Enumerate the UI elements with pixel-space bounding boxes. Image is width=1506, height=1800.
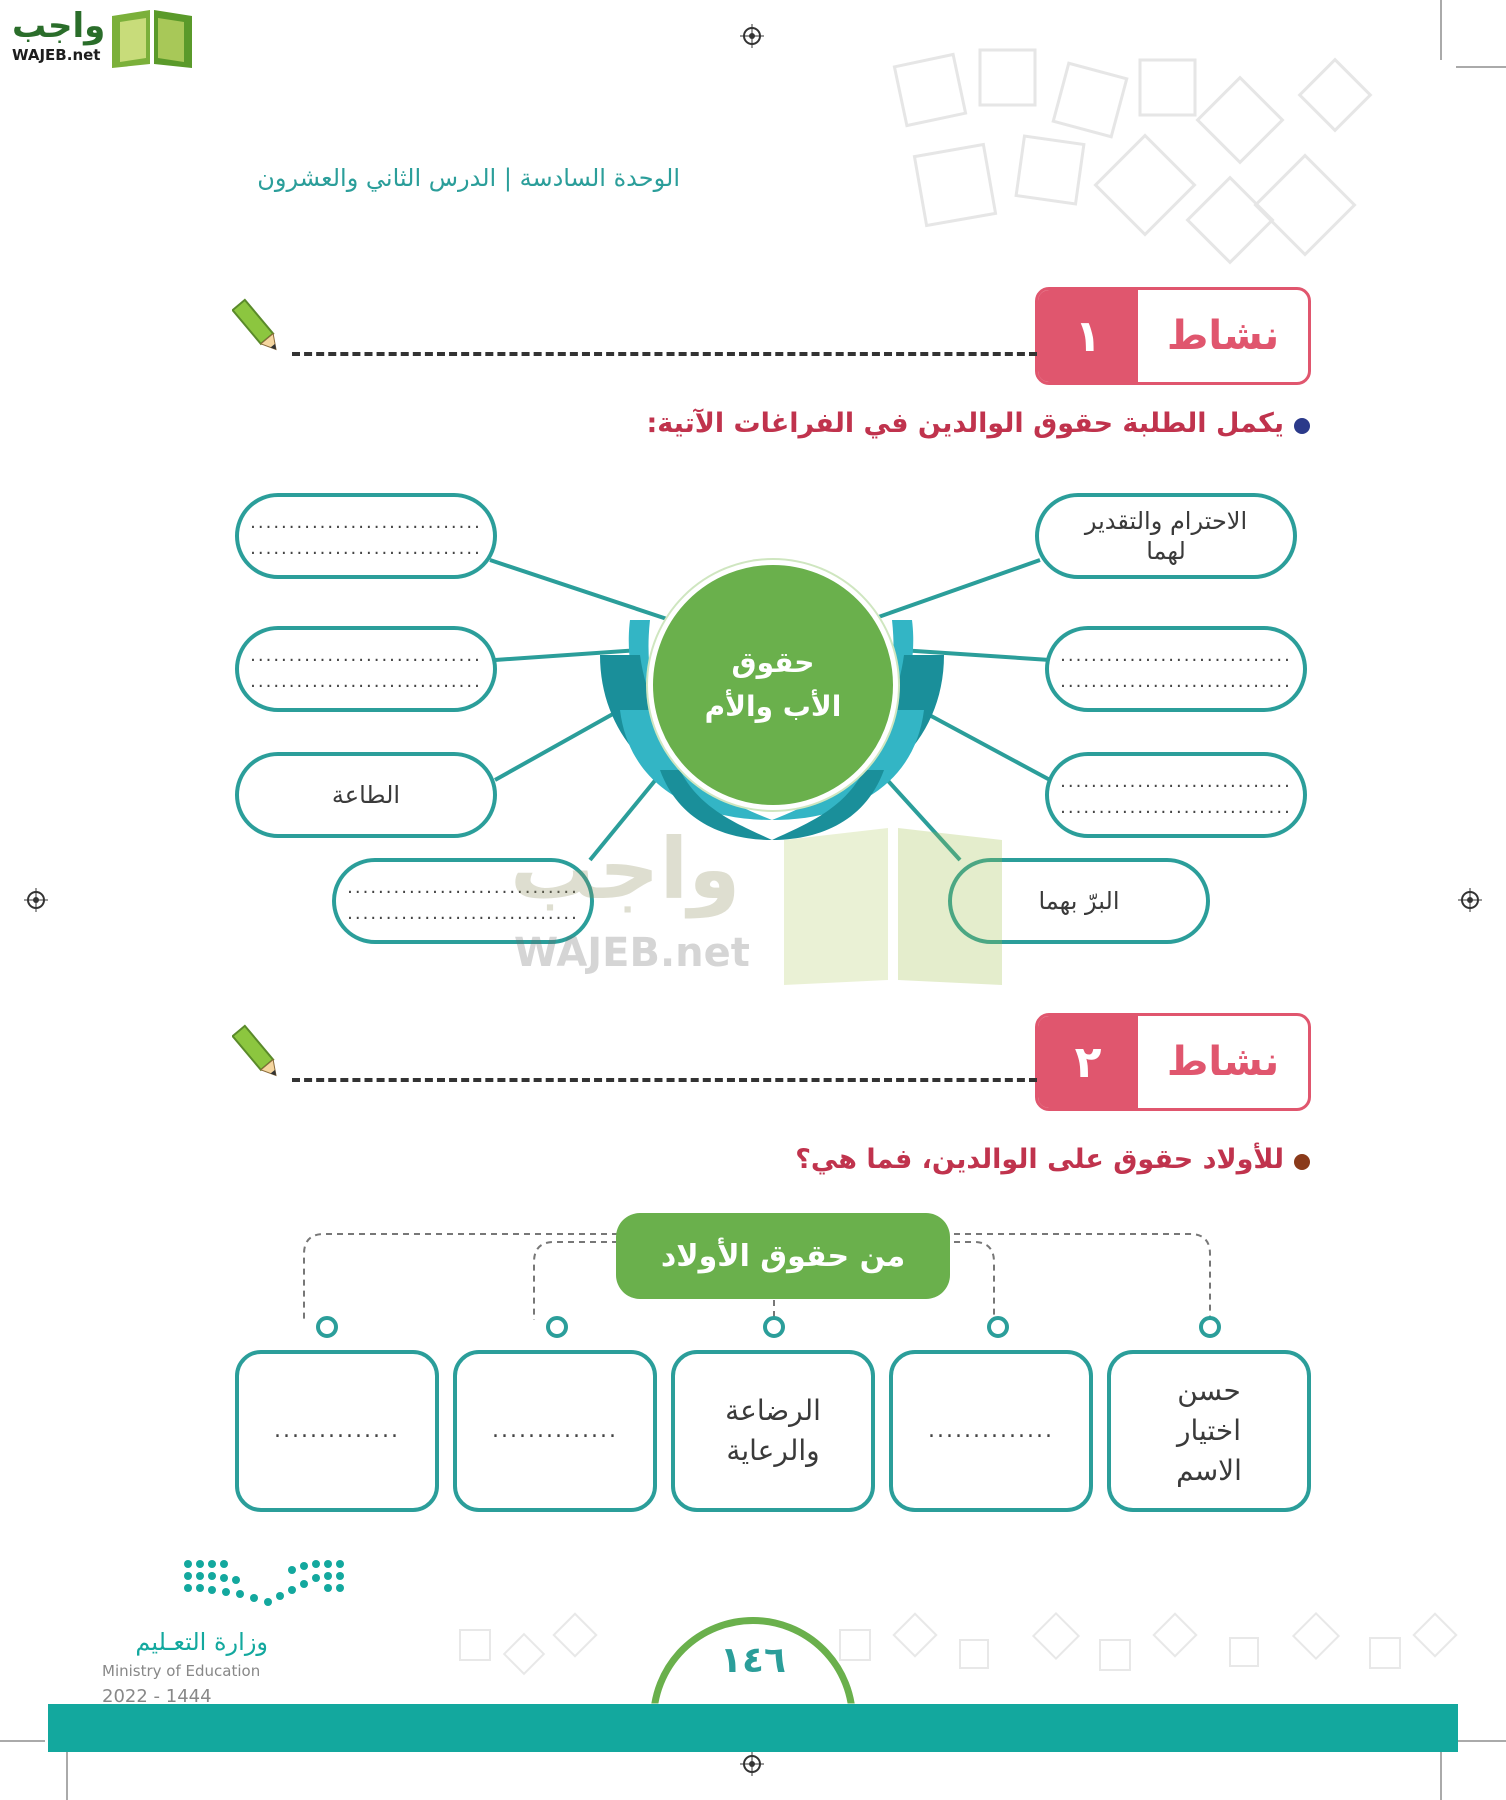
rights-box-2-line1: .............. <box>928 1418 1054 1443</box>
rights-box-5-line1: .............. <box>274 1418 400 1443</box>
pencil-icon <box>232 1024 284 1084</box>
left-box-3 <box>235 752 497 838</box>
right-box-3-line2: .............................. <box>1060 797 1292 818</box>
watermark-text-en: WAJEB.net <box>514 930 750 976</box>
lesson-title: الدرس الثاني والعشرون <box>257 164 497 192</box>
rights-box-5[interactable] <box>235 1350 439 1512</box>
right-box-3-line1: .............................. <box>1060 771 1292 792</box>
center-line-2: الأب والأم <box>704 690 842 723</box>
decorative-pattern <box>880 20 1440 290</box>
rights-box-1-line3: الاسم <box>1176 1454 1242 1487</box>
activity-1-number: ١ <box>1038 290 1138 382</box>
right-box-1-line2: لهما <box>1146 537 1186 565</box>
rights-box-4-line1: .............. <box>492 1418 618 1443</box>
bullet-icon <box>1294 1154 1310 1170</box>
ministry-year: 2022 - 1444 <box>102 1686 212 1707</box>
unit-title: الوحدة السادسة <box>519 164 680 192</box>
rights-box-4[interactable] <box>453 1350 657 1512</box>
left-box-1-line1: .............................. <box>250 512 482 533</box>
crop-mark <box>0 1740 45 1742</box>
watermark-text-ar: واجب <box>510 820 741 918</box>
right-box-4 <box>948 858 1210 944</box>
rights-box-3 <box>671 1350 875 1512</box>
registration-mark-icon <box>24 888 48 912</box>
activity-1-divider <box>292 352 1037 356</box>
activity-2-number: ٢ <box>1038 1016 1138 1108</box>
page-number: ١٤٦ <box>720 1640 786 1681</box>
crop-mark <box>66 1750 68 1800</box>
rights-box-3-line1: الرضاعة <box>725 1394 821 1427</box>
activity-2-label: نشاط <box>1166 1039 1280 1085</box>
left-box-1-line2: .............................. <box>250 538 482 559</box>
center-line-1: حقوق <box>731 646 815 679</box>
right-box-1-line1: الاحترام والتقدير <box>1084 507 1248 535</box>
left-box-2-line1: .............................. <box>250 645 482 666</box>
right-box-2[interactable] <box>1045 626 1307 712</box>
activity-2-divider <box>292 1078 1037 1082</box>
mind-map-center <box>648 560 898 810</box>
left-box-2-line2: .............................. <box>250 671 482 692</box>
registration-mark-icon <box>1458 888 1482 912</box>
right-box-2-line1: .............................. <box>1060 645 1292 666</box>
children-rights-heading: من حقوق الأولاد <box>616 1213 950 1299</box>
right-box-4-line1: البرّ بهما <box>1038 887 1120 915</box>
pencil-icon <box>232 298 284 358</box>
left-box-4-line2: .............................. <box>347 903 579 924</box>
left-box-4[interactable] <box>332 858 594 944</box>
logo-text-ar: واجب <box>12 6 106 46</box>
breadcrumb-separator: | <box>503 164 512 192</box>
bullet-icon <box>1294 418 1310 434</box>
left-box-2[interactable] <box>235 626 497 712</box>
activity-1-instruction: يكمل الطلبة حقوق الوالدين في الفراغات الآتية: <box>646 408 1284 439</box>
crop-mark <box>1456 66 1506 68</box>
footer-bar <box>48 1704 1458 1752</box>
rights-box-1-line2: اختيار <box>1176 1414 1242 1447</box>
crop-mark <box>1440 1750 1442 1800</box>
rights-box-3-line2: والرعاية <box>726 1434 820 1467</box>
ministry-name-ar: وزارة التعـليم <box>135 1628 268 1656</box>
rights-box-1-line1: حسن <box>1177 1374 1241 1407</box>
activity-2-question: للأولاد حقوق على الوالدين، فما هي؟ <box>795 1144 1284 1175</box>
book-icon <box>108 6 196 68</box>
registration-mark-icon <box>740 24 764 48</box>
crop-mark <box>1456 1740 1506 1742</box>
breadcrumb <box>230 164 680 192</box>
footer-pattern <box>440 1590 1470 1700</box>
right-box-3[interactable] <box>1045 752 1307 838</box>
left-box-3-line1: الطاعة <box>331 781 401 809</box>
activity-1-label: نشاط <box>1166 313 1280 359</box>
left-box-4-line1: .............................. <box>347 877 579 898</box>
ministry-logo-icon <box>180 1556 350 1616</box>
registration-mark-icon <box>740 1752 764 1776</box>
rights-box-2[interactable] <box>889 1350 1093 1512</box>
wajeb-logo <box>8 4 198 68</box>
activity-2-badge <box>1035 1013 1311 1111</box>
ministry-name-en: Ministry of Education <box>102 1662 261 1680</box>
right-box-2-line2: .............................. <box>1060 671 1292 692</box>
logo-text-en: WAJEB.net <box>12 46 101 64</box>
crop-mark <box>1440 0 1442 60</box>
left-box-1[interactable] <box>235 493 497 579</box>
rights-box-1 <box>1107 1350 1311 1512</box>
activity-1-badge <box>1035 287 1311 385</box>
right-box-1 <box>1035 493 1297 579</box>
